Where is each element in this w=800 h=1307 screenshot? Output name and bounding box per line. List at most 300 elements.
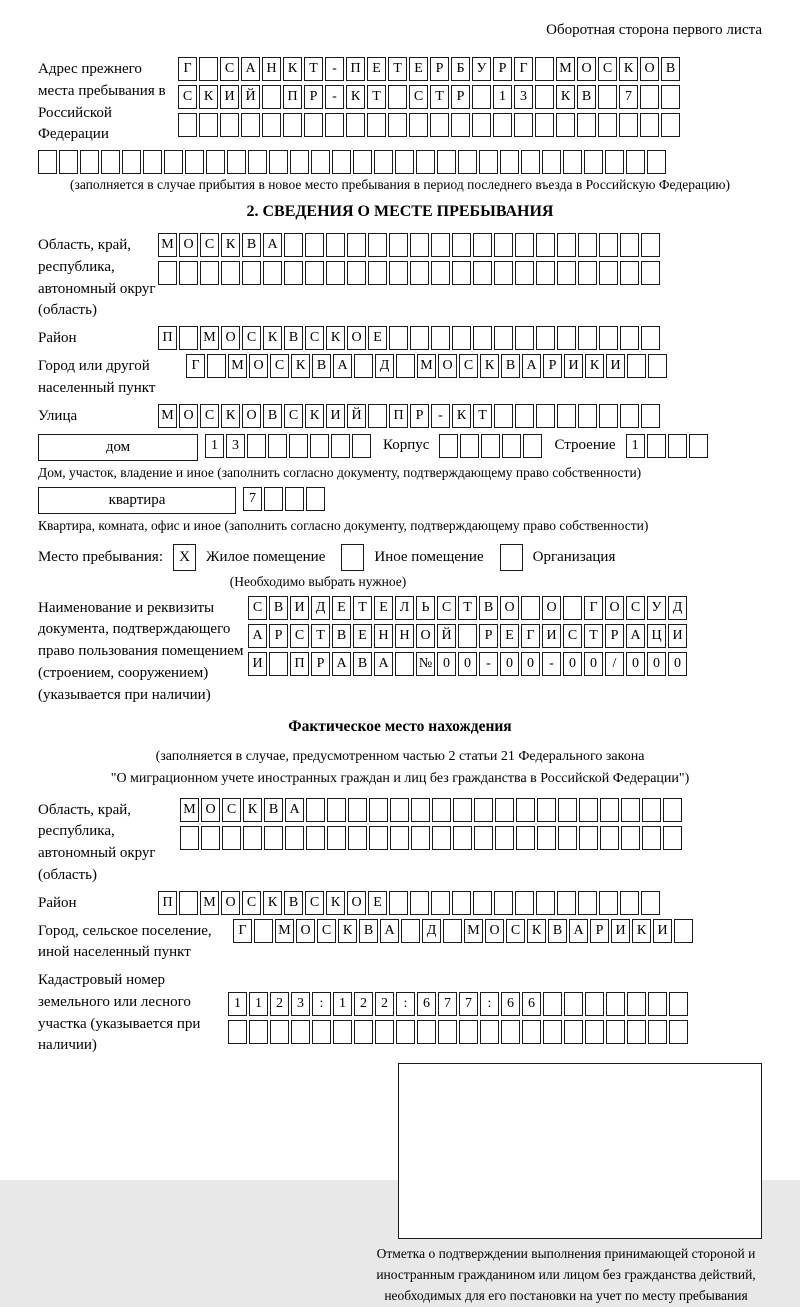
char-cell[interactable]: [410, 891, 429, 915]
char-cell[interactable]: [395, 150, 414, 174]
char-cell[interactable]: [473, 233, 492, 257]
char-cell[interactable]: А: [569, 919, 588, 943]
char-cell[interactable]: Н: [374, 624, 393, 648]
char-cell[interactable]: 2: [354, 992, 373, 1016]
char-cell[interactable]: [311, 150, 330, 174]
char-cell[interactable]: [452, 233, 471, 257]
char-cell[interactable]: Д: [668, 596, 687, 620]
char-cell[interactable]: [669, 1020, 688, 1044]
char-cell[interactable]: А: [380, 919, 399, 943]
char-cell[interactable]: [600, 798, 619, 822]
char-cell[interactable]: К: [326, 891, 345, 915]
char-cell[interactable]: [619, 113, 638, 137]
char-cell[interactable]: [453, 826, 472, 850]
char-cell[interactable]: [38, 150, 57, 174]
char-cell[interactable]: П: [290, 652, 309, 676]
char-cell[interactable]: [101, 150, 120, 174]
char-cell[interactable]: И: [653, 919, 672, 943]
char-cell[interactable]: [390, 798, 409, 822]
char-cell[interactable]: [331, 434, 350, 458]
char-cell[interactable]: Р: [311, 652, 330, 676]
char-cell[interactable]: [599, 326, 618, 350]
char-cell[interactable]: У: [472, 57, 491, 81]
char-cell[interactable]: [537, 798, 556, 822]
char-cell[interactable]: [451, 113, 470, 137]
char-cell[interactable]: [522, 1020, 541, 1044]
char-cell[interactable]: [228, 1020, 247, 1044]
char-cell[interactable]: [459, 1020, 478, 1044]
char-cell[interactable]: [516, 798, 535, 822]
char-cell[interactable]: [285, 487, 304, 511]
char-cell[interactable]: [473, 261, 492, 285]
char-cell[interactable]: [438, 1020, 457, 1044]
char-cell[interactable]: [158, 261, 177, 285]
char-cell[interactable]: [354, 1020, 373, 1044]
char-cell[interactable]: [179, 891, 198, 915]
char-cell[interactable]: [143, 150, 162, 174]
char-cell[interactable]: [474, 826, 493, 850]
char-cell[interactable]: [264, 826, 283, 850]
char-cell[interactable]: [606, 992, 625, 1016]
char-cell[interactable]: Р: [269, 624, 288, 648]
char-cell[interactable]: [221, 261, 240, 285]
char-cell[interactable]: О: [640, 57, 659, 81]
char-cell[interactable]: Е: [500, 624, 519, 648]
char-cell[interactable]: [537, 826, 556, 850]
char-cell[interactable]: [627, 354, 646, 378]
char-cell[interactable]: С: [598, 57, 617, 81]
char-cell[interactable]: [410, 326, 429, 350]
char-cell[interactable]: [648, 992, 667, 1016]
char-cell[interactable]: К: [480, 354, 499, 378]
char-cell[interactable]: С: [305, 891, 324, 915]
char-cell[interactable]: [305, 261, 324, 285]
char-cell[interactable]: :: [480, 992, 499, 1016]
char-cell[interactable]: [306, 798, 325, 822]
char-cell[interactable]: [199, 57, 218, 81]
char-cell[interactable]: [600, 826, 619, 850]
char-cell[interactable]: [558, 826, 577, 850]
char-cell[interactable]: 1: [493, 85, 512, 109]
char-cell[interactable]: [495, 826, 514, 850]
char-cell[interactable]: [389, 891, 408, 915]
char-cell[interactable]: [59, 150, 78, 174]
char-cell[interactable]: [669, 992, 688, 1016]
char-cell[interactable]: Т: [311, 624, 330, 648]
char-cell[interactable]: А: [332, 652, 351, 676]
char-cell[interactable]: О: [296, 919, 315, 943]
char-cell[interactable]: С: [317, 919, 336, 943]
char-cell[interactable]: [432, 798, 451, 822]
char-cell[interactable]: И: [248, 652, 267, 676]
char-cell[interactable]: [641, 326, 660, 350]
char-cell[interactable]: К: [326, 326, 345, 350]
char-cell[interactable]: 0: [437, 652, 456, 676]
char-cell[interactable]: [417, 1020, 436, 1044]
char-cell[interactable]: М: [556, 57, 575, 81]
char-cell[interactable]: О: [416, 624, 435, 648]
char-cell[interactable]: [536, 261, 555, 285]
char-cell[interactable]: К: [263, 326, 282, 350]
char-cell[interactable]: [627, 992, 646, 1016]
char-cell[interactable]: [620, 261, 639, 285]
char-cell[interactable]: А: [263, 233, 282, 257]
char-cell[interactable]: [648, 1020, 667, 1044]
char-cell[interactable]: 2: [270, 992, 289, 1016]
char-cell[interactable]: [368, 233, 387, 257]
char-cell[interactable]: К: [283, 57, 302, 81]
char-cell[interactable]: [396, 1020, 415, 1044]
char-cell[interactable]: [640, 113, 659, 137]
char-cell[interactable]: [620, 891, 639, 915]
char-cell[interactable]: А: [241, 57, 260, 81]
char-cell[interactable]: П: [283, 85, 302, 109]
char-cell[interactable]: [443, 919, 462, 943]
char-cell[interactable]: С: [200, 404, 219, 428]
char-cell[interactable]: [641, 261, 660, 285]
char-cell[interactable]: 2: [375, 992, 394, 1016]
char-cell[interactable]: [284, 261, 303, 285]
char-cell[interactable]: [375, 1020, 394, 1044]
char-cell[interactable]: А: [248, 624, 267, 648]
char-cell[interactable]: М: [275, 919, 294, 943]
char-cell[interactable]: Ц: [647, 624, 666, 648]
char-cell[interactable]: [348, 826, 367, 850]
char-cell[interactable]: -: [479, 652, 498, 676]
char-cell[interactable]: И: [611, 919, 630, 943]
char-cell[interactable]: [411, 798, 430, 822]
char-cell[interactable]: [556, 113, 575, 137]
char-cell[interactable]: Р: [410, 404, 429, 428]
char-cell[interactable]: [179, 326, 198, 350]
char-cell[interactable]: Д: [375, 354, 394, 378]
char-cell[interactable]: [284, 233, 303, 257]
char-cell[interactable]: [521, 596, 540, 620]
char-cell[interactable]: [353, 150, 372, 174]
char-cell[interactable]: Е: [368, 891, 387, 915]
char-cell[interactable]: Д: [422, 919, 441, 943]
char-cell[interactable]: В: [269, 596, 288, 620]
char-cell[interactable]: [480, 1020, 499, 1044]
char-cell[interactable]: В: [284, 891, 303, 915]
char-cell[interactable]: М: [200, 326, 219, 350]
char-cell[interactable]: [598, 85, 617, 109]
char-cell[interactable]: Е: [332, 596, 351, 620]
char-cell[interactable]: Р: [451, 85, 470, 109]
char-cell[interactable]: С: [626, 596, 645, 620]
char-cell[interactable]: [620, 326, 639, 350]
char-cell[interactable]: [647, 434, 666, 458]
char-cell[interactable]: [285, 826, 304, 850]
char-cell[interactable]: К: [305, 404, 324, 428]
char-cell[interactable]: [663, 826, 682, 850]
char-cell[interactable]: О: [500, 596, 519, 620]
char-cell[interactable]: [264, 487, 283, 511]
char-cell[interactable]: [227, 150, 246, 174]
char-cell[interactable]: №: [416, 652, 435, 676]
char-cell[interactable]: К: [619, 57, 638, 81]
char-cell[interactable]: [439, 434, 458, 458]
char-cell[interactable]: [599, 404, 618, 428]
char-cell[interactable]: В: [263, 404, 282, 428]
char-cell[interactable]: Т: [353, 596, 372, 620]
char-cell[interactable]: [389, 261, 408, 285]
char-cell[interactable]: [249, 1020, 268, 1044]
char-cell[interactable]: [599, 891, 618, 915]
char-cell[interactable]: В: [264, 798, 283, 822]
char-cell[interactable]: [179, 261, 198, 285]
char-cell[interactable]: Р: [304, 85, 323, 109]
char-cell[interactable]: [327, 798, 346, 822]
char-cell[interactable]: [674, 919, 693, 943]
char-cell[interactable]: Л: [395, 596, 414, 620]
char-cell[interactable]: К: [221, 404, 240, 428]
char-cell[interactable]: О: [242, 404, 261, 428]
char-cell[interactable]: 0: [563, 652, 582, 676]
char-cell[interactable]: [494, 233, 513, 257]
char-cell[interactable]: [479, 150, 498, 174]
char-cell[interactable]: О: [542, 596, 561, 620]
char-cell[interactable]: [327, 826, 346, 850]
char-cell[interactable]: П: [346, 57, 365, 81]
char-cell[interactable]: [452, 891, 471, 915]
char-cell[interactable]: [563, 596, 582, 620]
char-cell[interactable]: С: [284, 404, 303, 428]
char-cell[interactable]: В: [359, 919, 378, 943]
char-cell[interactable]: [620, 233, 639, 257]
char-cell[interactable]: [481, 434, 500, 458]
char-cell[interactable]: [557, 233, 576, 257]
char-cell[interactable]: О: [179, 233, 198, 257]
char-cell[interactable]: [494, 891, 513, 915]
checkbox-other-premises[interactable]: [341, 544, 364, 571]
char-cell[interactable]: [515, 261, 534, 285]
char-cell[interactable]: [536, 891, 555, 915]
char-cell[interactable]: /: [605, 652, 624, 676]
char-cell[interactable]: [605, 150, 624, 174]
char-cell[interactable]: И: [542, 624, 561, 648]
char-cell[interactable]: К: [221, 233, 240, 257]
char-cell[interactable]: [401, 919, 420, 943]
char-cell[interactable]: Р: [543, 354, 562, 378]
char-cell[interactable]: [515, 233, 534, 257]
char-cell[interactable]: [262, 113, 281, 137]
char-cell[interactable]: А: [333, 354, 352, 378]
char-cell[interactable]: 7: [619, 85, 638, 109]
char-cell[interactable]: :: [396, 992, 415, 1016]
char-cell[interactable]: О: [201, 798, 220, 822]
char-cell[interactable]: Р: [605, 624, 624, 648]
char-cell[interactable]: [437, 150, 456, 174]
char-cell[interactable]: [263, 261, 282, 285]
char-cell[interactable]: [557, 326, 576, 350]
char-cell[interactable]: [453, 798, 472, 822]
char-cell[interactable]: [247, 434, 266, 458]
char-cell[interactable]: К: [585, 354, 604, 378]
char-cell[interactable]: О: [249, 354, 268, 378]
char-cell[interactable]: О: [347, 891, 366, 915]
char-cell[interactable]: С: [222, 798, 241, 822]
char-cell[interactable]: 3: [291, 992, 310, 1016]
char-cell[interactable]: Е: [367, 57, 386, 81]
char-cell[interactable]: [494, 404, 513, 428]
char-cell[interactable]: П: [158, 326, 177, 350]
char-cell[interactable]: С: [220, 57, 239, 81]
char-cell[interactable]: [333, 1020, 352, 1044]
char-cell[interactable]: [472, 85, 491, 109]
char-cell[interactable]: Д: [311, 596, 330, 620]
char-cell[interactable]: -: [325, 57, 344, 81]
char-cell[interactable]: К: [346, 85, 365, 109]
char-cell[interactable]: Г: [514, 57, 533, 81]
char-cell[interactable]: [207, 354, 226, 378]
char-cell[interactable]: [200, 261, 219, 285]
char-cell[interactable]: К: [338, 919, 357, 943]
char-cell[interactable]: [661, 85, 680, 109]
char-cell[interactable]: М: [200, 891, 219, 915]
char-cell[interactable]: С: [305, 326, 324, 350]
char-cell[interactable]: [641, 233, 660, 257]
char-cell[interactable]: [641, 891, 660, 915]
char-cell[interactable]: [536, 326, 555, 350]
char-cell[interactable]: [452, 326, 471, 350]
char-cell[interactable]: [564, 992, 583, 1016]
char-cell[interactable]: [500, 150, 519, 174]
char-cell[interactable]: [627, 1020, 646, 1044]
char-cell[interactable]: С: [242, 891, 261, 915]
char-cell[interactable]: [621, 826, 640, 850]
char-cell[interactable]: [564, 1020, 583, 1044]
char-cell[interactable]: [310, 434, 329, 458]
char-cell[interactable]: 3: [514, 85, 533, 109]
char-cell[interactable]: П: [158, 891, 177, 915]
char-cell[interactable]: К: [527, 919, 546, 943]
char-cell[interactable]: [396, 354, 415, 378]
char-cell[interactable]: К: [452, 404, 471, 428]
char-cell[interactable]: [222, 826, 241, 850]
char-cell[interactable]: [388, 113, 407, 137]
char-cell[interactable]: М: [228, 354, 247, 378]
char-cell[interactable]: [599, 233, 618, 257]
char-cell[interactable]: [661, 113, 680, 137]
char-cell[interactable]: В: [501, 354, 520, 378]
char-cell[interactable]: [473, 891, 492, 915]
char-cell[interactable]: [536, 404, 555, 428]
char-cell[interactable]: [390, 826, 409, 850]
char-cell[interactable]: [347, 261, 366, 285]
char-cell[interactable]: [304, 113, 323, 137]
char-cell[interactable]: [579, 798, 598, 822]
char-cell[interactable]: [535, 57, 554, 81]
char-cell[interactable]: [452, 261, 471, 285]
char-cell[interactable]: [312, 1020, 331, 1044]
char-cell[interactable]: [474, 798, 493, 822]
char-cell[interactable]: [535, 85, 554, 109]
char-cell[interactable]: [395, 652, 414, 676]
char-cell[interactable]: М: [180, 798, 199, 822]
char-cell[interactable]: М: [464, 919, 483, 943]
char-cell[interactable]: 0: [626, 652, 645, 676]
char-cell[interactable]: 0: [668, 652, 687, 676]
char-cell[interactable]: С: [409, 85, 428, 109]
char-cell[interactable]: [416, 150, 435, 174]
char-cell[interactable]: [495, 798, 514, 822]
char-cell[interactable]: К: [199, 85, 218, 109]
char-cell[interactable]: И: [668, 624, 687, 648]
char-cell[interactable]: [122, 150, 141, 174]
char-cell[interactable]: В: [332, 624, 351, 648]
char-cell[interactable]: О: [221, 326, 240, 350]
char-cell[interactable]: [515, 404, 534, 428]
char-cell[interactable]: -: [325, 85, 344, 109]
char-cell[interactable]: В: [548, 919, 567, 943]
char-cell[interactable]: [598, 113, 617, 137]
char-cell[interactable]: [306, 826, 325, 850]
char-cell[interactable]: Й: [241, 85, 260, 109]
char-cell[interactable]: К: [263, 891, 282, 915]
char-cell[interactable]: [458, 150, 477, 174]
char-cell[interactable]: -: [542, 652, 561, 676]
char-cell[interactable]: [578, 404, 597, 428]
char-cell[interactable]: [269, 150, 288, 174]
char-cell[interactable]: [663, 798, 682, 822]
char-cell[interactable]: 1: [205, 434, 224, 458]
char-cell[interactable]: 6: [417, 992, 436, 1016]
char-cell[interactable]: [557, 891, 576, 915]
char-cell[interactable]: [243, 826, 262, 850]
char-cell[interactable]: О: [221, 891, 240, 915]
char-cell[interactable]: Г: [584, 596, 603, 620]
char-cell[interactable]: Й: [437, 624, 456, 648]
char-cell[interactable]: [326, 233, 345, 257]
char-cell[interactable]: [332, 150, 351, 174]
char-cell[interactable]: С: [248, 596, 267, 620]
char-cell[interactable]: [578, 326, 597, 350]
char-cell[interactable]: [242, 261, 261, 285]
char-cell[interactable]: [368, 261, 387, 285]
char-cell[interactable]: [473, 326, 492, 350]
char-cell[interactable]: О: [179, 404, 198, 428]
char-cell[interactable]: [410, 233, 429, 257]
char-cell[interactable]: [543, 992, 562, 1016]
char-cell[interactable]: [578, 233, 597, 257]
char-cell[interactable]: [432, 826, 451, 850]
char-cell[interactable]: [220, 113, 239, 137]
char-cell[interactable]: И: [290, 596, 309, 620]
char-cell[interactable]: С: [270, 354, 289, 378]
char-cell[interactable]: Г: [178, 57, 197, 81]
char-cell[interactable]: [431, 261, 450, 285]
char-cell[interactable]: У: [647, 596, 666, 620]
char-cell[interactable]: [305, 233, 324, 257]
char-cell[interactable]: [374, 150, 393, 174]
char-cell[interactable]: [306, 487, 325, 511]
char-cell[interactable]: [472, 113, 491, 137]
char-cell[interactable]: [523, 434, 542, 458]
char-cell[interactable]: О: [438, 354, 457, 378]
char-cell[interactable]: [254, 919, 273, 943]
char-cell[interactable]: С: [459, 354, 478, 378]
char-cell[interactable]: П: [389, 404, 408, 428]
char-cell[interactable]: 1: [333, 992, 352, 1016]
char-cell[interactable]: -: [431, 404, 450, 428]
char-cell[interactable]: [514, 113, 533, 137]
char-cell[interactable]: Р: [590, 919, 609, 943]
char-cell[interactable]: [460, 434, 479, 458]
char-cell[interactable]: Г: [521, 624, 540, 648]
char-cell[interactable]: [578, 891, 597, 915]
char-cell[interactable]: [367, 113, 386, 137]
